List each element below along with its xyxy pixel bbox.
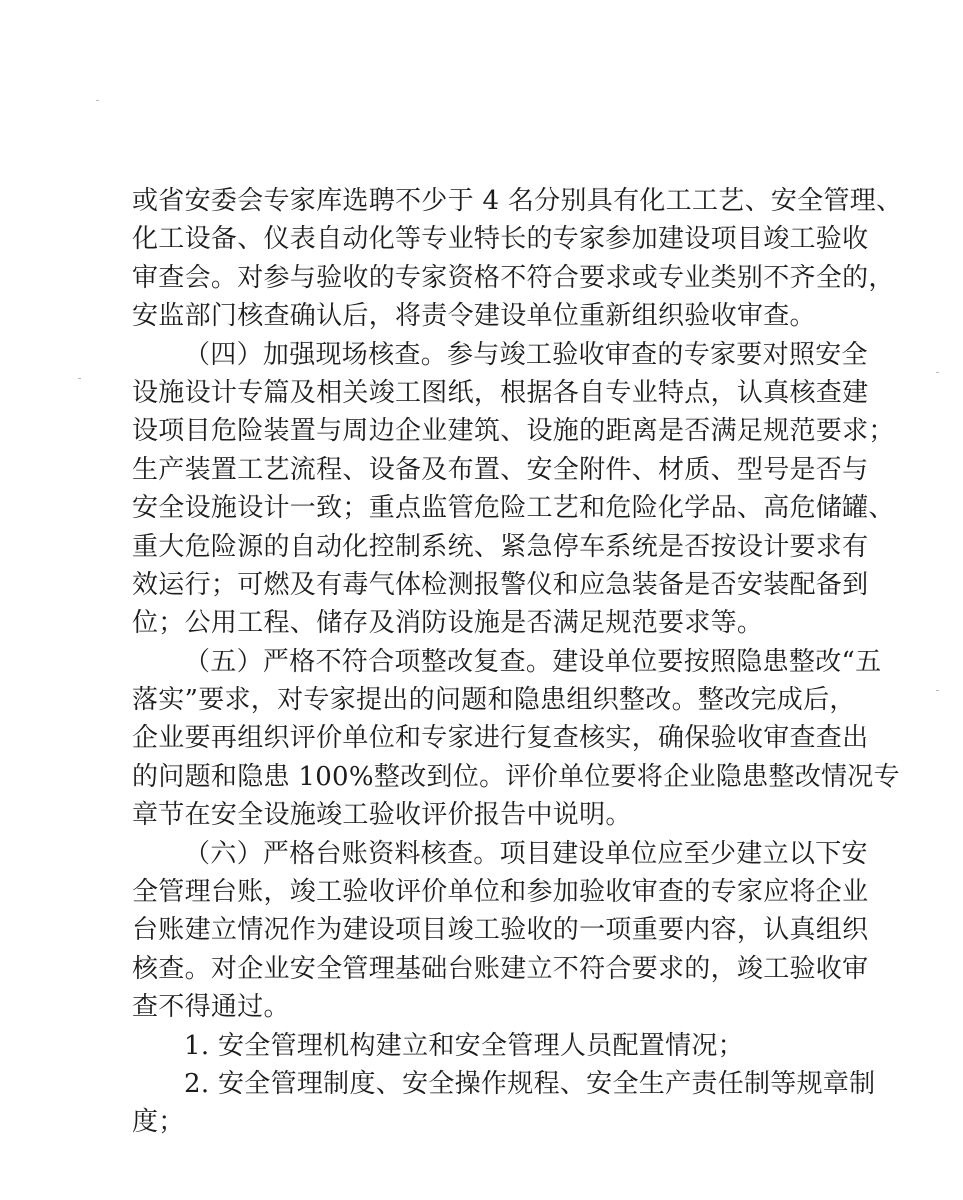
text-line: 台账建立情况作为建设项目竣工验收的一项重要内容，认真组织	[132, 915, 869, 946]
text-line: 审查会。对参与验收的专家资格不符合要求或专业类别不齐全的，	[132, 262, 895, 293]
text-line: 查不得通过。	[132, 992, 290, 1023]
text-line: 的问题和隐患 100%整改到位。评价单位要将企业隐患整改情况专	[132, 761, 900, 792]
text-line: 化工设备、仪表自动化等专业特长的专家参加建设项目竣工验收	[132, 224, 869, 255]
text-line: 生产装置工艺流程、设备及布置、安全附件、材质、型号是否与	[132, 454, 869, 485]
list-item-line: 1. 安全管理机构建立和安全管理人员配置情况；	[184, 1030, 744, 1061]
text-line: 设项目危险装置与周边企业建筑、设施的距离是否满足规范要求；	[132, 416, 895, 447]
text-line: 重大危险源的自动化控制系统、紧急停车系统是否按设计要求有	[132, 531, 869, 562]
document-body	[132, 182, 903, 1142]
text-line: 效运行；可燃及有毒气体检测报警仪和应急装备是否安装配备到	[132, 569, 869, 600]
text-line: 安全设施设计一致；重点监管危险工艺和危险化学品、高危储罐、	[132, 493, 895, 524]
text-line: 企业要再组织评价单位和专家进行复查核实，确保验收审查查出	[132, 723, 869, 754]
scan-speck	[936, 372, 939, 373]
scan-speck	[78, 378, 81, 379]
section-heading-line: （六）严格台账资料核查。项目建设单位应至少建立以下安	[184, 838, 868, 869]
text-line: 位；公用工程、储存及消防设施是否满足规范要求等。	[132, 608, 764, 639]
scan-speck	[936, 690, 939, 691]
text-line: 度；	[132, 1107, 185, 1138]
text-line: 或省安委会专家库选聘不少于 4 名分别具有化工工艺、安全管理、	[132, 186, 903, 216]
text-line: 全管理台账，竣工验收评价单位和参加验收审查的专家应将企业	[132, 877, 869, 908]
list-item-line: 2. 安全管理制度、安全操作规程、安全生产责任制等规章制	[184, 1068, 876, 1099]
text-line: 章节在安全设施竣工验收评价报告中说明。	[132, 800, 632, 831]
text-line: 设施设计专篇及相关竣工图纸，根据各自专业特点，认真核查建	[132, 377, 869, 408]
section-heading-line: （四）加强现场核查。参与竣工验收审查的专家要对照安全	[184, 339, 868, 370]
section-heading-line: （五）严格不符合项整改复查。建设单位要按照隐患整改“五	[184, 646, 882, 677]
text-line: 核查。对企业安全管理基础台账建立不符合要求的，竣工验收审	[132, 953, 869, 984]
text-line: 落实”要求，对专家提出的问题和隐患组织整改。整改完成后，	[132, 685, 856, 716]
text-line: 安监部门核查确认后，将责令建设单位重新组织验收审查。	[132, 301, 816, 332]
scan-speck	[96, 100, 99, 101]
